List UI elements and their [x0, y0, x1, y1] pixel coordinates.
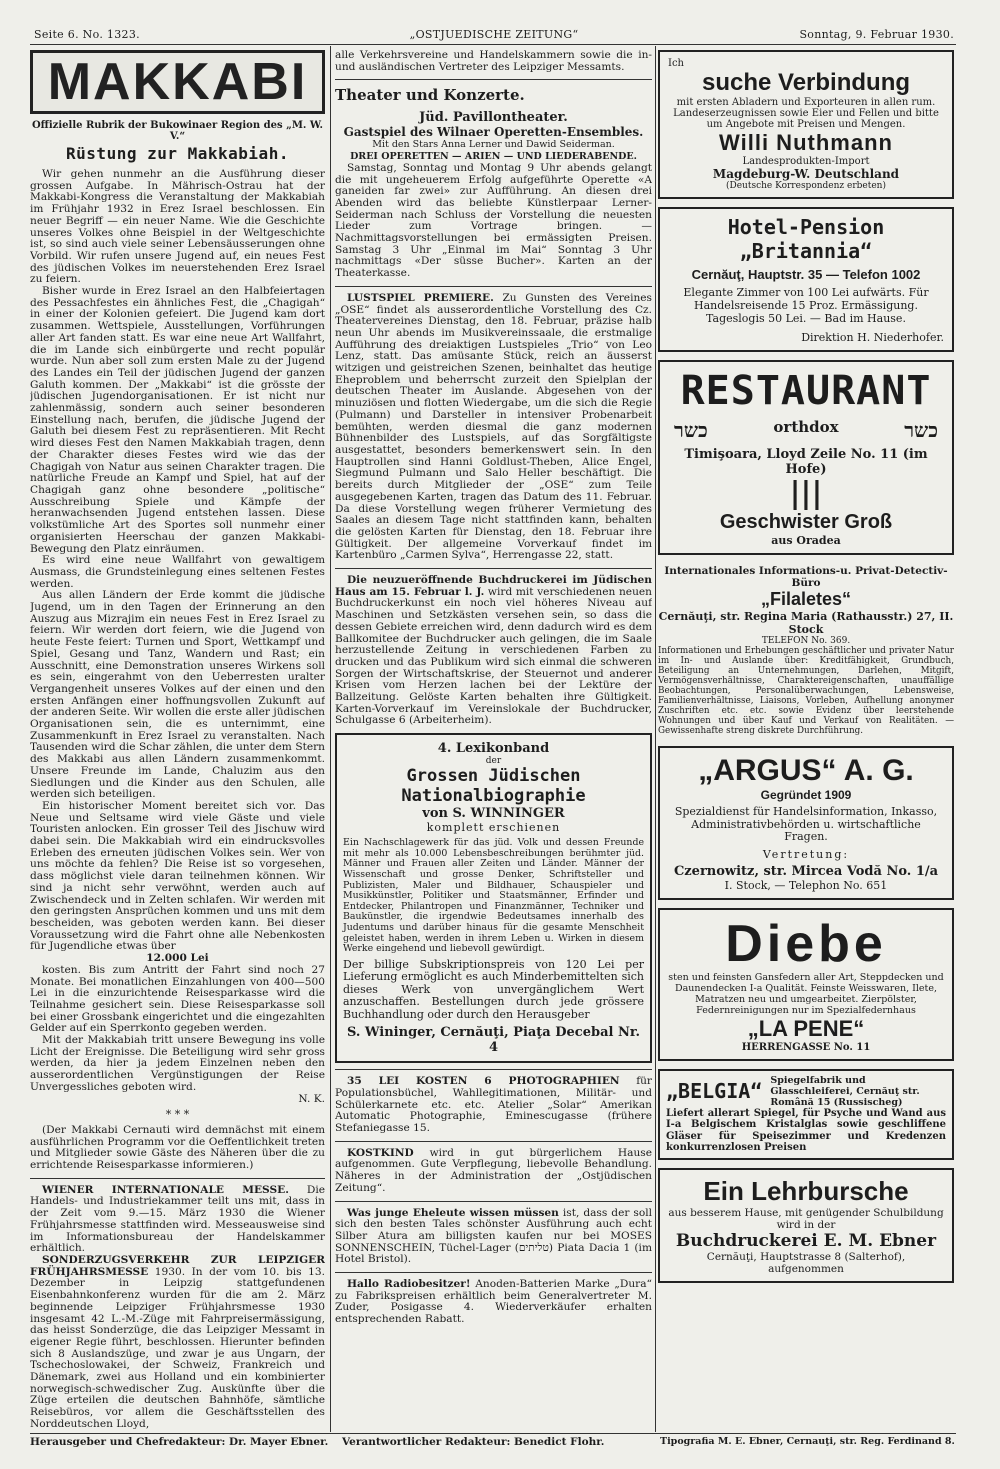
- header-left: Seite 6. No. 1323.: [34, 28, 140, 41]
- article-signature-row: [30, 1094, 325, 1106]
- buchdruckerei-text: wird mit verschiedenen neuen Buchdruckerkunst ein noch viel höheres Niveau auf Maschinen und Setzkästen versehen sein, so dass die dessen Gebiete erreichen wird, denn dadurch wird es dem Ballkomitee der Buchdrucker auch gelingen, die im Saale herzustellende Zeitung in verschiedenen Farben zu drucken und das Publikum wird sich einmal die schweren Sorgen der Wirtschaftskrise, der Steuernot und anderer Krisen vom Herzen lachen bei der Lektüre der Ballzeitung. Gelöste Karten behalten ihre Gültigkeit. Karten-Vorverkauf im Vereinslokale der Buchdrucker, Schulgasse 6 (Arbeiterheim).: [335, 585, 652, 727]
- theater-article: [335, 139, 652, 727]
- ad-restaurant-from: aus Oradea: [771, 534, 841, 547]
- messe-leipzig-text: 1930. In der vom 10. bis 13. Dezember in Leipzig stattgefundenen Eisenbahnkonferenz wurden für die am 2. März beginnende Leipziger Frühjahrsmesse 1930 insgesamt 42 L.-M.-Züge mit Fahrpreisermässigung, das heisst Sonderzüge, die das Leipziger Messamt in eigener Regie führt, beschlossen. Hierunter befinden sich 8 Auslandszüge, und zwar je aus Ungarn, der Tschechoslowakei, der Schweiz, Frankreich und Dänemark, zwei aus Holland und ein kombinierter norwegisch-schwedischer Zug. Auskünfte über die Züge erteilen die deutschen Bahnhöfe, sämtliche Reisebüros, vor allem die Geschäftsstellen des Norddeutschen Lloyd,: [30, 1265, 325, 1430]
- ad-restaurant-kosher-row: [668, 414, 944, 447]
- ad-hotel: [658, 207, 954, 352]
- ad-filaletes-line: Internationales Informations-u. Privat-Detectiv-Büro: [664, 565, 948, 589]
- lexikon-address: S. Wininger, Cernăuţi, Piaţa Decebal Nr. 4: [346, 1025, 641, 1056]
- ad-hotel-direction: Direktion H. Niederhofer.: [801, 331, 944, 344]
- small-ad-kostkind: [335, 1148, 652, 1195]
- makkabi-rubrik: Offizielle Rubrik der Bukowinaer Region des „M. W. V.“: [31, 120, 324, 142]
- ad-diebe-text: sten und feinsten Gansfedern aller Art, Steppdecken und Daunendecken I-a Qualität. Feinste Weisswaren, Ilete, Matratzen neu und umgearbeitet. Zierpölster, Federnreinigungen nur im Spezialfedernhaus: [668, 971, 944, 1016]
- lexikon-price: Der billige Subskriptionspreis von 120 Lei per Lieferung ermöglicht es auch Minderbemittelten sich dieses Werk von unvergänglichem Wert anzuschaffen. Bestellungen durch jede grössere Buchhandlung oder durch den Herausgeber: [343, 957, 644, 1021]
- footer-editor: Herausgeber und Chefredakteur: Dr. Mayer Ebner.: [30, 1436, 329, 1448]
- ad-argus-text: Spezialdienst für Handelsinformation, Inkasso, Administrativbehörden u. wirtschaftliche Fragen.: [674, 805, 938, 843]
- small-ad-radio-text: Anoden-Batterien Marke „Dura“ zu Fabrikspreisen erhältlich beim Generalvertreter M. Zuder, Posigasse 4. Wiederverkäufer erhalten entsprechenden Rabatt.: [335, 1278, 652, 1326]
- lexikon-title: Grossen Jüdischen Nationalbiographie: [401, 766, 586, 807]
- theater-sub2: Gastspiel des Wilnaer Operetten-Ensembles.: [343, 125, 644, 140]
- lexikon-complete: komplett erschienen: [426, 821, 561, 835]
- ad-diebe-title: Diebe: [725, 914, 887, 973]
- small-ad-radio-head: Hallo Radiobesitzer!: [347, 1278, 471, 1291]
- buchdruckerei: [335, 575, 652, 727]
- small-ad-radio: [335, 1279, 652, 1326]
- header-right: Sonntag, 9. Februar 1930.: [799, 28, 954, 41]
- article-paragraph: Bisher wurde in Erez Israel an den Halbfeiertagen des Pessachfestes ein ähnliches Fest, die „Chagigah“ in einer der Kolonien gefeiert. Die Jugend kam dort zusammen. Wettspiele, Ausstellungen, Vorführungen aller Art fanden statt. Es war eine neue Art Wallfahrt, die im Lande sich einbürgerte und recht populär wurde. Nun aber soll zum ersten Male zu der Jugend des Landes ein Teil der jüdischen Jugend der ganzen Galuth kommen. Der „Makkabi“ ist die grösste der jüdischen Jugendorganisationen. Er ist nicht nur zahlenmässig, sondern auch seiner besonderen Einstellung nach, berufen, die jüdische Jugend der Galuth bei diesem Fest zu repräsentieren. Mit Recht wird dieses Fest den Namen Makkabiah tragen, denn der Charakter dieses Festes wird wie das der Chagigah von Natur aus seinen Charakter tragen. Die natürliche Freude an Kampf und Spiel, hat auf der Chagigah ganz ohne besondere „politische“ Ausschreibung Spiele und Kämpfe der heranwachsenden Jugend entstehen lassen. Diese volkstümliche Art des Sportes soll nunmehr einer organisierten Heerschau der ganzen Makkabi-Bewegung den Platz einräumen.: [30, 285, 325, 555]
- separator-bars-icon: |||: [789, 476, 823, 511]
- article-signature: N. K.: [298, 1092, 325, 1105]
- ad-verbindung-pre: Ich: [668, 58, 684, 69]
- ad-argus: [658, 746, 954, 900]
- lustspiel: [335, 293, 652, 562]
- article-paragraph: Wir gehen nunmehr an die Ausführung dieser grossen Aufgabe. In Mährisch-Ostrau hat der Makkabi-Kongress die Veranstaltung der Makkabiah im Frühjahr 1932 in Erez Israel beschlossen. Ein neuer Begriff — ein neuer Name. Wie die Geschichte unseres Volkes ohne Beispiel in der Weltgeschichte ist, so sind auch viele seiner Lebensäusserungen ohne Vorbild. Wir rufen unsere Jugend auf, ein neues Fest des jüdischen Volkes im neuerstehenden Erez Israel zu feiern.: [30, 168, 325, 286]
- ad-argus-vertretung: Vertretung:: [762, 847, 850, 861]
- ad-verbindung-name: Willi Nuthmann: [719, 130, 893, 155]
- divider: [335, 286, 652, 287]
- ad-belgia-text: Liefert allerart Spiegel, für Psyche und Wand aus I-a Belgischem Kristalglas sowie geschliffene Gläser für Speisezimmer und Kredenzen konkurrenzlosen Preisen: [666, 1107, 946, 1153]
- messe-wien: [30, 1185, 325, 1255]
- kosher-label-right: כשר: [904, 418, 938, 442]
- header-center: „OSTJUEDISCHE ZEITUNG“: [409, 28, 579, 41]
- ad-restaurant-address: Timişoara, Lloyd Zeile No. 11 (im Hofe): [684, 447, 928, 477]
- ad-diebe: [658, 908, 954, 1061]
- ad-belgia-top: [666, 1075, 946, 1108]
- ad-hotel-address: Cernăuţ, Hauptstr. 35 — Telefon 1002: [691, 267, 921, 282]
- ad-lehrbursche: [658, 1168, 954, 1283]
- ad-restaurant-orthodox: orthdox: [773, 418, 839, 436]
- ad-restaurant-owner: Geschwister Groß: [719, 511, 893, 533]
- ad-belgia-title: „BELGIA“: [666, 1079, 763, 1103]
- header-rule: [30, 44, 956, 45]
- column-makkabi: [30, 50, 325, 1430]
- theater-stars-line: Mit den Stars Anna Lerner und Dawid Seiderman.: [372, 139, 615, 151]
- messe-continued: alle Verkehrsvereine und Handelskammern sowie die in- und ausländischen Vertreter des Leipziger Messamts.: [335, 50, 652, 73]
- ad-restaurant: [658, 360, 954, 555]
- ad-lehrbursche-title: Ein Lehrbursche: [703, 1175, 909, 1206]
- page-header: [34, 28, 954, 42]
- ad-lehrbursche-name: Buchdruckerei E. M. Ebner: [675, 1230, 937, 1251]
- ad-verbindung-city: Magdeburg-W. Deutschland: [712, 167, 900, 181]
- ad-belgia-right: Spiegelfabrik und Glasschleiferei, Cernăuţ str. Română 15 (Russischeg): [770, 1074, 920, 1108]
- article-paragraph: Mit der Makkabiah tritt unsere Bewegung ins volle Licht der Ereignisse. Die Beteiligung wird sehr gross werden, da hier ja jedem Einzelnen neben den ausserordentlichen Vergünstigungen der Reise Unvergessliches geboten wird.: [30, 1034, 325, 1093]
- article-paragraph: Es wird eine neue Wallfahrt von gewaltigem Ausmass, die Grundsteinlegung eines seltenen Festes werden.: [30, 554, 325, 590]
- ad-filaletes-name: „Filaletes“: [760, 589, 852, 609]
- ad-belgia: [658, 1069, 954, 1160]
- messe-wien-head: WIENER INTERNATIONALE MESSE.: [42, 1183, 289, 1196]
- ad-lehrbursche-address: Cernăuţi, Hauptstrasse 8 (Salterhof), aufgenommen: [706, 1250, 906, 1275]
- small-ad-kostkind-head: KOSTKIND: [347, 1146, 414, 1159]
- ad-hotel-text: Elegante Zimmer von 100 Lei aufwärts. Für Handelsreisende 15 Proz. Ermässigung. Tageslogis 50 Lei. — Bad im Hause.: [683, 286, 929, 325]
- small-ad-kostkind-text: wird in gut bürgerlichem Hause aufgenommen. Gute Verpflegung, liebevolle Behandlung. Näheres in der Administration der „Ostjüdischen Zeitung“.: [335, 1146, 652, 1194]
- divider: [30, 1178, 325, 1179]
- ad-lehrbursche-text: aus besserem Hause, mit genügender Schulbildung wird in der: [668, 1206, 944, 1231]
- ad-verbindung-line: Landesprodukten-Import: [742, 156, 870, 167]
- ad-filaletes: [658, 563, 954, 738]
- ad-filaletes-tel: TELEFON No. 369.: [761, 636, 851, 646]
- ad-argus-tel: I. Stock, — Telephon No. 651: [724, 878, 888, 892]
- footer-printer: Tipografia M. E. Ebner, Cernauţi, str. Reg. Ferdinand 8.: [660, 1436, 955, 1447]
- article-paragraph: Ein historischer Moment bereitet sich vor. Das Neue und Seltsame wird viele Gäste und viele Touristen anlocken. Ein grosser Teil des Jischuw wird dabei sein. Die Makkabiah wird ein eindrucksvolles Erleben des erneuten jüdischen Volkes sein. Wer von uns möchte da fehlen? Die Reise ist so vorgesehen, dass möglichst viele daran teilnehmen können. Wir sind ja nicht sehr verwöhnt, werden auch auf Zwischendeck und in Zelten schlafen. Wir werden mit den geringsten Ansprüchen kommen und uns mit dem bescheiden, was geboten werden kann. Bei dieser Voraussetzung wird die Fahrt ohne alle Nebenkosten für Jugendliche etwas über: [30, 799, 325, 953]
- divider: [335, 1201, 652, 1202]
- lustspiel-text: Zu Gunsten des Vereines „OSE“ findet als ausserordentliche Vorstellung des Cz. Theatervereines Dienstag, den 18. Februar, präzise halb neun Uhr abends im Musikvereinssaale, die erstmalige Aufführung des dreiaktigen Lustspieles „Trio“ von Leo Lenz, statt. Das amüsante Stück, reich an äusserst witzigen und geistreichen Szenen, beinhaltet das heutige Eheproblem und beherrscht zurzeit den Spielplan der deutschen Theater im Auslande. Abgesehen von der minuziösen und flotten Wiedergabe, um die sich die Regie (Pulmann) und Darsteller in intensiver Probenarbeit bemühten, werden diesmal die ganz modernen Bühnenbilder des Lustspiels, auf das Sorgfältigste ausgestattet, besonders bemerkenswert sein. In den Hauptrollen sind Hanni Goldlust-Theben, Alice Engel, Siegmund Pulmann und Salo Heller beschäftigt. Die bereits durch Mitglieder der „OSE“ zum Teile ausgegebenen Karten, tragen das Datum des 11. Februar. Da diese Vorstellung wegen früherer Vermietung des Saales an diesem Tage nicht stattfinden kann, behalten die gelösten Karten für Dienstag, den 18. Februar ihre Gültigkeit. Der allgemeine Vorverkauf findet im Kartenbüro „Carmen Sylva“, Herrengasse 22, statt.: [335, 291, 652, 562]
- lexikon-line1: 4. Lexikonband: [437, 741, 550, 757]
- small-ad-photo-text: für Populationsbüchel, Wahllegitimationen, Militär- und Schülerkarnete etc. etc. Atelier „Solar“ Amerikan Automatic Photographie, Eminescugasse (frühere Stefaniegasse 15.: [335, 1075, 652, 1134]
- column-rule-2: [655, 46, 656, 1432]
- section-stars: * * *: [165, 1108, 190, 1122]
- small-ad-eheleute: [335, 1208, 652, 1267]
- theater-caps-line: DREI OPERETTEN — ARIEN — UND LIEDERABENDE.: [350, 151, 637, 163]
- theater-title: Theater und Konzerte.: [335, 86, 525, 105]
- column-rule-1: [330, 46, 331, 1432]
- footer-responsible: Verantwortlicher Redakteur: Benedict Flohr.: [342, 1436, 605, 1448]
- ad-argus-title: „ARGUS“ A. G.: [698, 754, 914, 787]
- lexikon-author: von S. WINNINGER: [422, 806, 565, 822]
- lexikon-desc: Ein Nachschlagewerk für das jüd. Volk und dessen Freunde mit mehr als 10.000 Lebensbeschreibungen berühmter jüd. Männer und Frauen aller Zeiten und Länder. Männer der Wissenschaft und grosse Denker, Schriftsteller und Publizisten, Maler und Bildhauer, Schauspieler und Musikkünstler, Politiker und Staatsmänner, Erfinder und Entdecker, Philantropen und Finanzmänner, Techniker und Baukünstler, die irgendwie Bedeutsames innerhalb des Judentums und darüber hinaus für die gesamte Menschheit geleistet haben, werden in ihrem Leben u. Wirken in diesem Werke eingehend und liebevoll gewürdigt.: [343, 837, 644, 955]
- divider: [335, 1272, 652, 1273]
- kosher-label-left: כשר: [674, 418, 708, 442]
- article-paragraph: Aus allen Ländern der Erde kommt die jüdische Jugend, um in den Tagen der Erinnerung an den Auszug aus Mizrajim ein neues Fest in Erez Israel zu feiern. Wir werden dort feiern, wie die Jugend von heute Feste feiert: Turnen und Sport, Wettkampf und Spiel, Gesang und Tanz, Wandern und Rast; ein Ausschnitt, eine Demonstration unseres Wirkens soll es sein, eingerahmt von den Ueberresten uralter Vergangenheit unseres Volkes auf der einen und den ersten Anfängen einer hoffnungsvollen Zukunft auf der anderen Seite. Wir wollen die erste aller jüdischen Organisationen sein, die es unternimmt, eine Zusammenkunft in Erez Israel zu veranstalten. Nach Tausenden wird die Schar zählen, die unter dem Stern des Makkabi aus allen Ländern zusammenkommt. Unsere Freunde im Lande, Chaluzim aus den Siedlungen und die Kinder aus den Schulen, alle werden sich beteiligen.: [30, 589, 325, 801]
- buchdruckerei-head: Die neuzueröffnende Buchdruckerei im Jüdischen Haus am 15. Februar l. J.: [335, 574, 652, 598]
- article-amount: 12.000 Lei: [146, 952, 209, 965]
- article-paragraph: kosten. Bis zum Antritt der Fahrt sind noch 27 Monate. Bei monatlichen Einzahlungen von 400—500 Lei in die einzurichtende Reisesparkasse wird die Teilnahme gesichert sein. Diese Reisesparkasse soll bei einer Grossbank eingerichtet und die eingezahlten Gelder auf ein Sperrkonto gegeben werden.: [30, 963, 325, 1035]
- small-ad-photo: [335, 1076, 652, 1135]
- ad-verbindung-title: suche Verbindung: [701, 69, 911, 96]
- page-footer: [30, 1433, 956, 1448]
- column-theater: [335, 50, 652, 1430]
- ad-hotel-title: Hotel-Pension „Britannia“: [727, 215, 885, 263]
- divider: [335, 568, 652, 569]
- messe-leipzig-head: SONDERZUGSVERKEHR ZUR LEIPZIGER FRÜHJAHRSMESSE: [30, 1253, 325, 1278]
- ad-verbindung-text: mit ersten Abladern und Exporteuren in allen rum. Landeserzeugnissen sowie Eier und Fellen und bitte um Angebote mit Preisen und Mengen.: [673, 97, 939, 130]
- small-ad-photo-head: 35 LEI KOSTEN 6 PHOTOGRAPHIEN: [347, 1075, 620, 1088]
- lexikon-ad: [335, 733, 652, 1063]
- ad-argus-address: Czernowitz, str. Mircea Vodă No. 1/a: [673, 863, 939, 879]
- makkabi-title: Rüstung zur Makkabiah.: [66, 144, 289, 163]
- small-ad-eheleute-text: ist, dass der soll sich den besten Tales schönster Ausführung auch echt Silber Atura am billigsten kaufen nur bei MOSES SONNENSCHEIN, Tüchel-Lager (טליתים) Piata Dacia 1 (im Hotel Bristol).: [335, 1206, 652, 1266]
- makkabi-note: (Der Makkabi Cernauti wird demnächst mit einem ausführlichen Programm vor die Oeffentlichkeit treten und Mitglieder sowie Gäste des Näheren über die zu errichtende Reisesparkasse informieren.): [30, 1123, 325, 1172]
- ad-argus-founded: Gegründet 1909: [760, 788, 852, 802]
- ad-restaurant-title: RESTAURANT: [680, 368, 932, 414]
- divider: [335, 79, 652, 80]
- ad-filaletes-address: Cernăuţi, str. Regina Maria (Rathausstr.) 27, II. Stock: [658, 610, 954, 636]
- makkabi-logo: MAKKABI: [30, 50, 325, 114]
- ad-verbindung: [658, 50, 954, 199]
- divider: [335, 1069, 652, 1070]
- ad-diebe-address: HERRENGASSE No. 11: [741, 1041, 871, 1053]
- messe-wien-text: Die Handels- und Industriekammer teilt uns mit, dass in der Zeit vom 9.—15. März 1930 die Wiener Frühjahrsmesse stattfinden wird. Messeausweise sind im Informationsbureau der Handelskammer erhältlich.: [30, 1183, 325, 1255]
- makkabi-article: [30, 169, 325, 1430]
- ad-verbindung-note: (Deutsche Korrespondenz erbeten): [726, 181, 886, 191]
- ad-filaletes-text: Informationen und Erhebungen geschäftlicher und privater Natur im In- und Auslande über: Kreditfähigkeit, Grundbuch, Beteiligung an Unternehmungen, Darlehen, Mitgift, Vermögensverhältnisse, Charaktereigenschaften, unauffällige Beobachtungen, Personalüberwachungen, Lebensweise, Familienverhältnisse, Liaisons, Vorleben, Aufhellung anonymer Zuschriften etc. etc. sowie Evidenz über leerstehende Wohnungen und über Kauf und Verkauf von Realitäten. — Gewissenhafte streng diskrete Durchführung.: [658, 646, 954, 736]
- theater-paragraph: Samstag, Sonntag und Montag 9 Uhr abends gelangt die mit ungeheuerem Erfolg aufgeführte Operette «A ganeiden far zwei» zur Aufführung. An diesen drei Abenden wird das beliebte Künstlerpaar Lerner-Seiderman nach Schluss der Vorstellung die neuesten Lieder zum Vortrage bringen. — Nachmittagsvorstellungen bei ermässigten Preisen. Samstag 3 Uhr „Einmal im Mai“ Sonntag 3 Uhr nachmittags «Der süsse Bucher». Karten an der Theaterkasse.: [335, 161, 652, 280]
- lexikon-line2: der: [485, 756, 502, 767]
- small-ad-eheleute-head: Was junge Eheleute wissen müssen: [347, 1206, 559, 1219]
- column-ads: [658, 50, 954, 1430]
- ad-diebe-name: „LA PENE“: [747, 1015, 865, 1041]
- lustspiel-head: LUSTSPIEL PREMIERE.: [347, 291, 494, 304]
- divider: [335, 1141, 652, 1142]
- small-ads: [335, 1069, 652, 1326]
- theater-sub1: Jüd. Pavillontheater.: [419, 110, 568, 126]
- messe-leipzig: [30, 1255, 325, 1430]
